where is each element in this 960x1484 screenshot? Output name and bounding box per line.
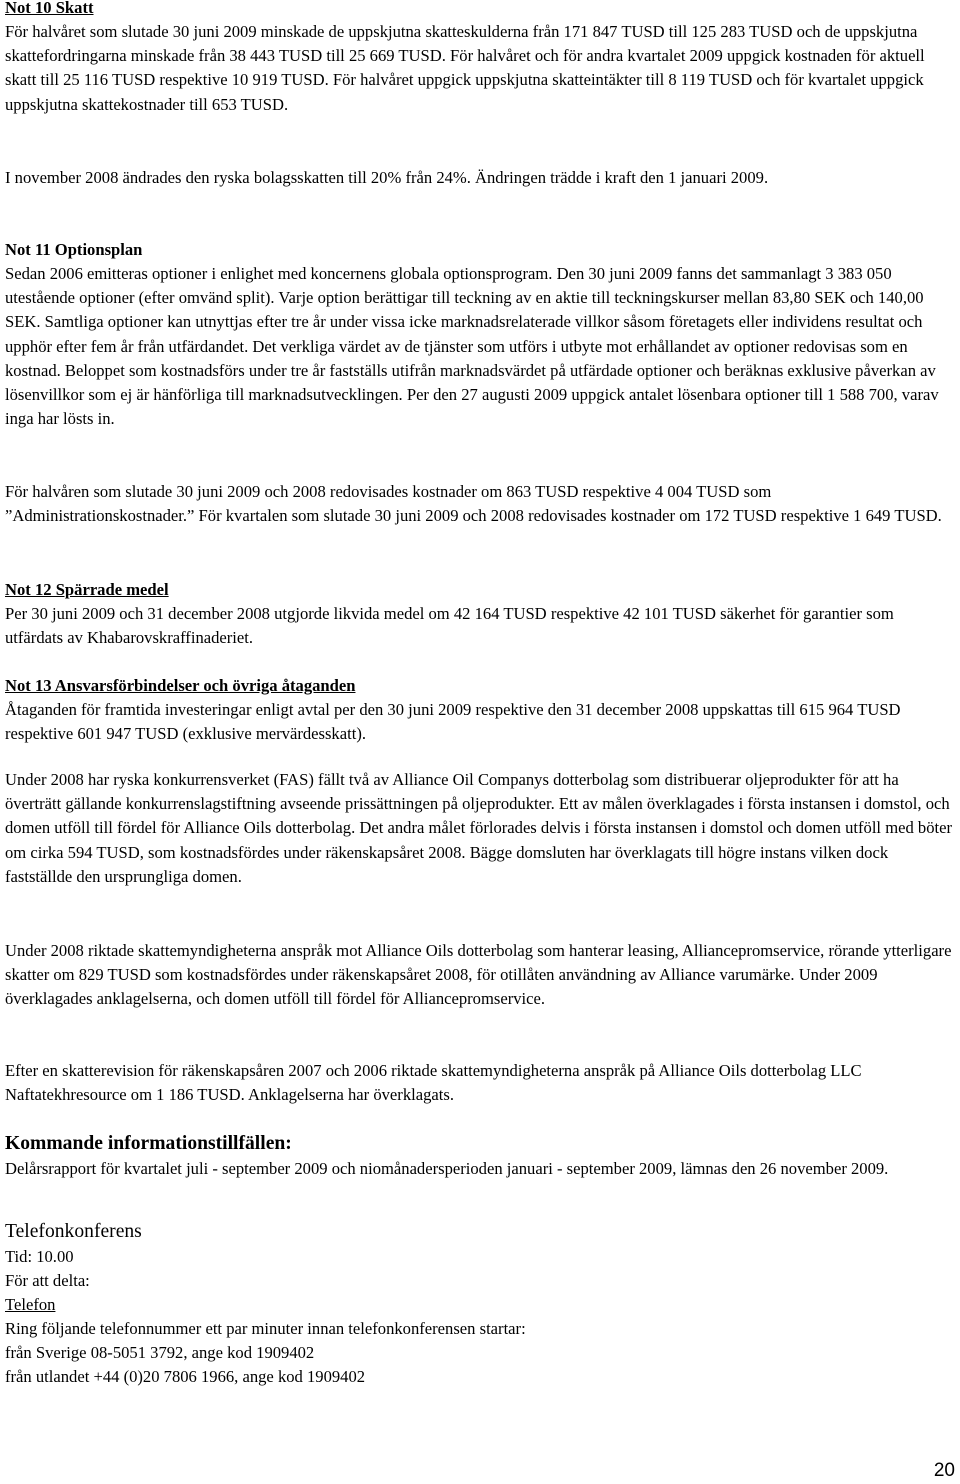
note-13-heading: Not 13 Ansvarsförbindelser och övriga åtaganden bbox=[5, 676, 356, 695]
conference-number-sweden: från Sverige 08-5051 3792, ange kod 1909402 bbox=[5, 1343, 315, 1362]
conference-participate: För att delta: bbox=[5, 1271, 90, 1290]
note-12-heading: Not 12 Spärrade medel bbox=[5, 580, 169, 599]
conference-time: Tid: 10.00 bbox=[5, 1247, 74, 1266]
note-13-paragraph-2: Under 2008 har ryska konkurrensverket (FAS) fällt två av Alliance Oil Companys dotterbolag som distribuerar oljeprodukter för att ha överträtt gällande konkurrenslagstiftning avseende prissättningen på oljeprodukter. Ett av målen överklagades i första instansen i domstol, och domen utföll till fördel för Alliance Oils dotterbolag. Det andra målet förlorades delvis i första instansen i domstol och domen utföll med böter om cirka 594 TUSD, som kostnadsfördes under räkenskapsåret 2008. Bägge domsluten har överklagats till högre instans vilken dock fastställde den ursprungliga domen. bbox=[5, 770, 953, 886]
note-10-heading: Not 10 Skatt bbox=[5, 0, 94, 17]
conference-instruction: Ring följande telefonnummer ett par minuter innan telefonkonferensen startar: bbox=[5, 1319, 526, 1338]
note-11-heading: Not 11 Optionsplan bbox=[5, 240, 143, 259]
note-10-paragraph-1: För halvåret som slutade 30 juni 2009 minskade de uppskjutna skatteskulderna från 171 847 TUSD till 125 283 TUSD och de uppskjutna skattefordringarna minskade från 38 443 TUSD till 25 669 TUSD. För halvåret och för andra kvartalet 2009 uppgick kostnaden för aktuell skatt till 25 116 TUSD respektive 10 919 TUSD. För halvåret uppgick uppskjutna skatteintäkter till 8 119 TUSD och för kvartalet uppgick uppskjutna skattekostnader till 653 TUSD. bbox=[5, 22, 925, 114]
upcoming-info-heading: Kommande informationstillfällen: bbox=[5, 1133, 292, 1154]
note-11-paragraph-1: Sedan 2006 emitteras optioner i enlighet med koncernens globala optionsprogram. Den 30 juni 2009 fanns det sammanlagt 3 383 050 utestående optioner (efter omvänd split). Varje option berättigar till teckning av en aktie till teckningskurser mellan 83,80 SEK och 140,00 SEK. Samtliga optioner kan utnyttjas efter tre år under vissa icke marknadsrelaterade villkor såsom företagets eller individens resultat och upphör efter fem år från utfärdandet. Det verkliga värdet av de tjänster som utförs i utbyte mot erhållandet av optioner redovisas som en kostnad. Beloppet som kostnadsförs under tre år fastställs utifrån marknadsvärdet på utfärdade optioner och beräknas exklusive påverkan av lösenvillkor som ej är hänförliga till marknadsutvecklingen. Per den 27 augusti 2009 uppgick antalet lösenbara optioner till 1 588 700, varav inga har lösts in. bbox=[5, 264, 939, 429]
note-12-paragraph-1: Per 30 juni 2009 och 31 december 2008 utgjorde likvida medel om 42 164 TUSD respektive 42 101 TUSD säkerhet för garantier som utfärdats av Khabarovskraffinaderiet. bbox=[5, 604, 894, 648]
upcoming-info-paragraph: Delårsrapport för kvartalet juli - september 2009 och niomånadersperioden januari - september 2009, lämnas den 26 november 2009. bbox=[5, 1159, 889, 1178]
conference-heading: Telefonkonferens bbox=[5, 1221, 142, 1242]
note-11-paragraph-2: För halvåren som slutade 30 juni 2009 och 2008 redovisades kostnader om 863 TUSD respektive 4 004 TUSD som ”Administrationskostnader.” För kvartalen som slutade 30 juni 2009 och 2008 redovisades kostnader om 172 TUSD respektive 1 649 TUSD. bbox=[5, 482, 942, 526]
page-number: 20 bbox=[933, 1460, 955, 1481]
conference-phone-label: Telefon bbox=[5, 1295, 56, 1314]
note-13-paragraph-3: Under 2008 riktade skattemyndigheterna anspråk mot Alliance Oils dotterbolag som hanterar leasing, Alliancepromservice, rörande ytterligare skatter om 829 TUSD som kostnadsfördes under räkenskapsåret 2008, för otillåten användning av Alliance varumärke. Under 2009 överklagades anklagelserna, och domen utföll till fördel för Alliancepromservice. bbox=[5, 941, 952, 1009]
note-13-paragraph-4: Efter en skatterevision för räkenskapsåren 2007 och 2006 riktade skattemyndigheterna anspråk på Alliance Oils dotterbolag LLC Naftatekhresource om 1 186 TUSD. Anklagelserna har överklagats. bbox=[5, 1061, 862, 1105]
note-10-paragraph-2: I november 2008 ändrades den ryska bolagsskatten till 20% från 24%. Ändringen trädde i kraft den 1 januari 2009. bbox=[5, 168, 769, 187]
conference-number-abroad: från utlandet +44 (0)20 7806 1966, ange kod 1909402 bbox=[5, 1367, 366, 1386]
note-13-paragraph-1: Åtaganden för framtida investeringar enligt avtal per den 30 juni 2009 respektive den 31 december 2008 uppskattas till 615 964 TUSD respektive 601 947 TUSD (exklusive mervärdesskatt). bbox=[5, 700, 901, 744]
